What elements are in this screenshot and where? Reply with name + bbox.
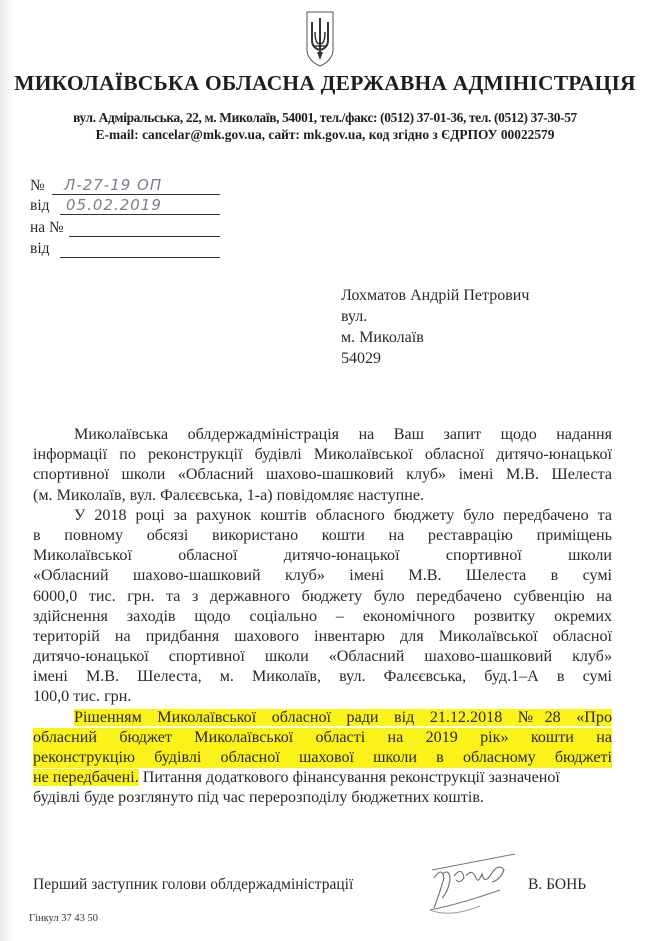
highlighted-text: Рішенням Миколаївської обласної ради від 21.12.2018 №28 «Про [74,708,612,726]
paragraph-decision-2019 [33,708,612,809]
body-line: 6000,0 тис. грн. та з державного бюджету було передбачено субвенцію на [33,587,612,605]
date-label: від [30,197,50,214]
paragraph-funding-2018 [33,506,612,708]
highlighted-line: обласний бюджет Миколаївської області на 2019 рік» кошти на [33,728,612,748]
reply-number-label: на № [30,219,64,236]
organization-contacts: E-mail: cancelar@mk.gov.ua, сайт: mk.gov.ua, код згідно з ЄДРПОУ 00022579 [95,127,555,142]
body-line: територій на придбання шахового інвентарю для Миколаївської обласної [33,627,612,645]
organization-title: МИКОЛАЇВСЬКА ОБЛАСНА ДЕРЖАВНА АДМІНІСТРАЦІЯ [14,71,636,95]
executor-contact: Гінкул 37 43 50 [29,913,98,924]
number-underline [52,194,220,195]
trident-emblem-icon [305,10,335,68]
body-line: Миколаївської обласної дитячо-юнацької спортивної школи [33,547,612,565]
recipient-postcode: 54029 [341,350,381,367]
body-line: 100,0 тис. грн. [33,688,132,706]
body-line: Миколаївська облдержадміністрація на Ваш запит щодо надання [74,426,612,443]
body-line: (м. Миколаїв, вул. Фалєєвська, 1-а) повідомляє наступне. [33,486,425,504]
recipient-block [341,285,529,369]
handwritten-signature [420,848,520,923]
number-label: № [30,177,45,194]
letter-body [33,425,612,809]
body-line: спортивної школи «Обласний шахово-шашковий клуб» імені М.В. Шелеста [33,466,612,484]
body-line: «Обласний шахово-шашковий клуб» імені М.В. Шелеста в сумі [33,567,612,585]
reply-number-row [30,219,225,239]
body-line: в повному обсязі використано кошти на реставрацію приміщень [33,526,612,544]
signer-position: Перший заступник голови облдержадміністрації [33,876,354,893]
reply-date-underline [60,257,220,258]
signer-name: В. БОНЬ [528,876,587,893]
body-text: Питання додаткового фінансування реконструкції зазначеної [138,769,560,787]
organization-address: вул. Адміральська, 22, м. Миколаїв, 54001, тел./факс: (0512) 37-01-36, тел. (0512) 37-30-57 [73,110,577,125]
recipient-street: вул. [341,308,368,325]
paragraph-request [33,425,612,506]
body-line: У 2018 році за рахунок коштів обласного бюджету було передбачено та [74,506,612,524]
date-underline [60,214,220,215]
body-line: інформації по реконструкції будівлі Миколаївської обласної дитячо-юнацької [33,446,612,464]
body-line: будівлі буде розглянуто під час перерозподілу бюджетних коштів. [33,789,484,807]
body-line: імені М.В. Шелеста, м. Миколаїв, вул. Фалєєвська, буд.1–А в сумі [33,668,612,686]
highlighted-line: реконструкцію будівлі обласної шахової школи в обласному бюджеті [33,748,612,768]
highlighted-line [33,708,612,728]
handwritten-date: 05.02.2019 [66,196,162,214]
recipient-name: Лохматов Андрій Петрович [341,287,530,304]
outgoing-date-row [30,197,225,217]
body-line: здійснення заходів щодо соціально – економічного розвитку окремих [33,607,612,625]
reply-date-label: від [30,240,50,257]
highlighted-text: не передбачені. [33,769,139,787]
reply-date-row [30,240,225,260]
outgoing-number-row [30,177,225,197]
handwritten-number: Л-27-19 ОП [64,176,163,194]
mixed-line [33,768,612,788]
reply-number-underline [69,236,220,237]
recipient-city: м. Миколаїв [341,329,424,346]
body-line: дитячо-юнацької спортивної школи «Обласний шахово-шашковий клуб» [33,648,612,666]
